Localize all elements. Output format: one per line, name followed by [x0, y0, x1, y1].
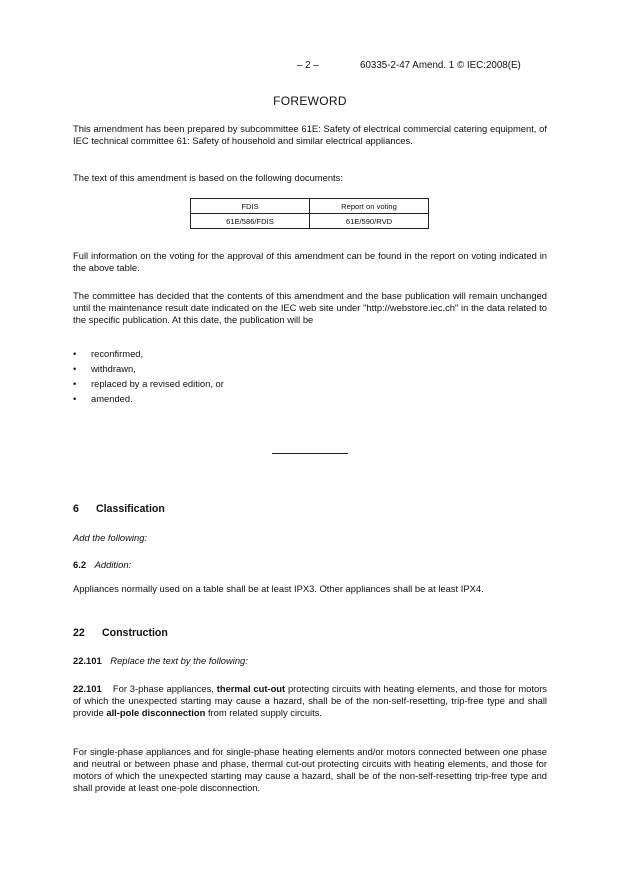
text-segment: For 3-phase appliances, [112, 683, 214, 694]
page-number: – 2 – [297, 60, 319, 71]
list-item-text: replaced by a revised edition, or [91, 378, 224, 389]
foreword-paragraph-4: The committee has decided that the contents of this amendment and the base publication will remain unchanged until the maintenance result date indicated on the IEC web site under "http://webstore.iec.ch" in the data related to the specific publication. At this date, the publication will be [73, 290, 547, 326]
clause-6-text: Appliances normally used on a table shall be at least IPX3. Other appliances shall be at least IPX4. [73, 583, 484, 594]
text-segment: from related supply circuits. [207, 707, 323, 719]
bullet-list [73, 346, 553, 406]
clause-6-heading [73, 503, 165, 515]
documents-table [190, 198, 429, 229]
clause-6-instruction: Add the following: [73, 532, 148, 543]
subclause-6-2 [73, 559, 131, 570]
defined-term: thermal cut-out [216, 683, 286, 694]
clause-22-paragraph-1 [73, 683, 547, 719]
foreword-paragraph-1: This amendment has been prepared by subcommittee 61E: Safety of electrical commercial catering equipment, of IEC technical committee 61: Safety of household and similar electrical appliances. [73, 123, 547, 147]
clause-title: Classification [95, 503, 165, 515]
subclause-instruction: Replace the text by the following: [110, 655, 248, 666]
list-item-text: reconfirmed, [91, 348, 144, 359]
bullet-icon: • [73, 378, 77, 389]
defined-term: all-pole disconnection [106, 707, 206, 719]
foreword-paragraph-2: The text of this amendment is based on the following documents: [73, 172, 343, 183]
clause-22-heading [73, 627, 168, 639]
list-item [73, 376, 553, 391]
subclause-22-101 [73, 655, 248, 666]
section-divider [272, 453, 348, 454]
list-item [73, 391, 553, 406]
list-item [73, 361, 553, 376]
bullet-icon: • [73, 363, 77, 374]
table-header-fdis: FDIS [191, 199, 310, 214]
table-header-row [191, 199, 429, 214]
bullet-icon: • [73, 348, 77, 359]
bullet-icon: • [73, 393, 77, 404]
clause-number: 6 [73, 503, 79, 515]
clause-title: Construction [101, 627, 168, 639]
foreword-paragraph-3: Full information on the voting for the approval of this amendment can be found in the report on voting indicated in the above table. [73, 250, 547, 274]
table-cell-fdis: 61E/586/FDIS [191, 214, 310, 229]
table-cell-rvd: 61E/590/RVD [310, 214, 429, 229]
clause-number: 22 [73, 627, 85, 639]
foreword-title: FOREWORD [273, 94, 347, 108]
subclause-number: 6.2 [73, 559, 87, 570]
paragraph-number: 22.101 [73, 683, 102, 694]
document-id: 60335-2-47 Amend. 1 © IEC:2008(E) [360, 60, 521, 71]
table-row [191, 214, 429, 229]
list-item [73, 346, 553, 361]
table-header-report: Report on voting [310, 199, 429, 214]
list-item-text: withdrawn, [91, 363, 136, 374]
clause-22-paragraph-2: For single-phase appliances and for single-phase heating elements and/or motors connected between one phase and neutral or between phase and phase, thermal cut-out protecting circuits with heating elements, and those for motors of which the unexpected starting may cause a hazard, shall be of the non-self-resetting trip-free type and shall provide at least one-pole disconnection. [73, 746, 547, 794]
subclause-number: 22.101 [73, 655, 102, 666]
list-item-text: amended. [91, 393, 133, 404]
subclause-label: Addition: [94, 559, 132, 570]
text-segment: protecting circuits with heating elements, and those for motors of which the unexpected starting may cause a hazard, shall be of the non-self-resetting, trip-free type and shall provide [73, 683, 547, 719]
